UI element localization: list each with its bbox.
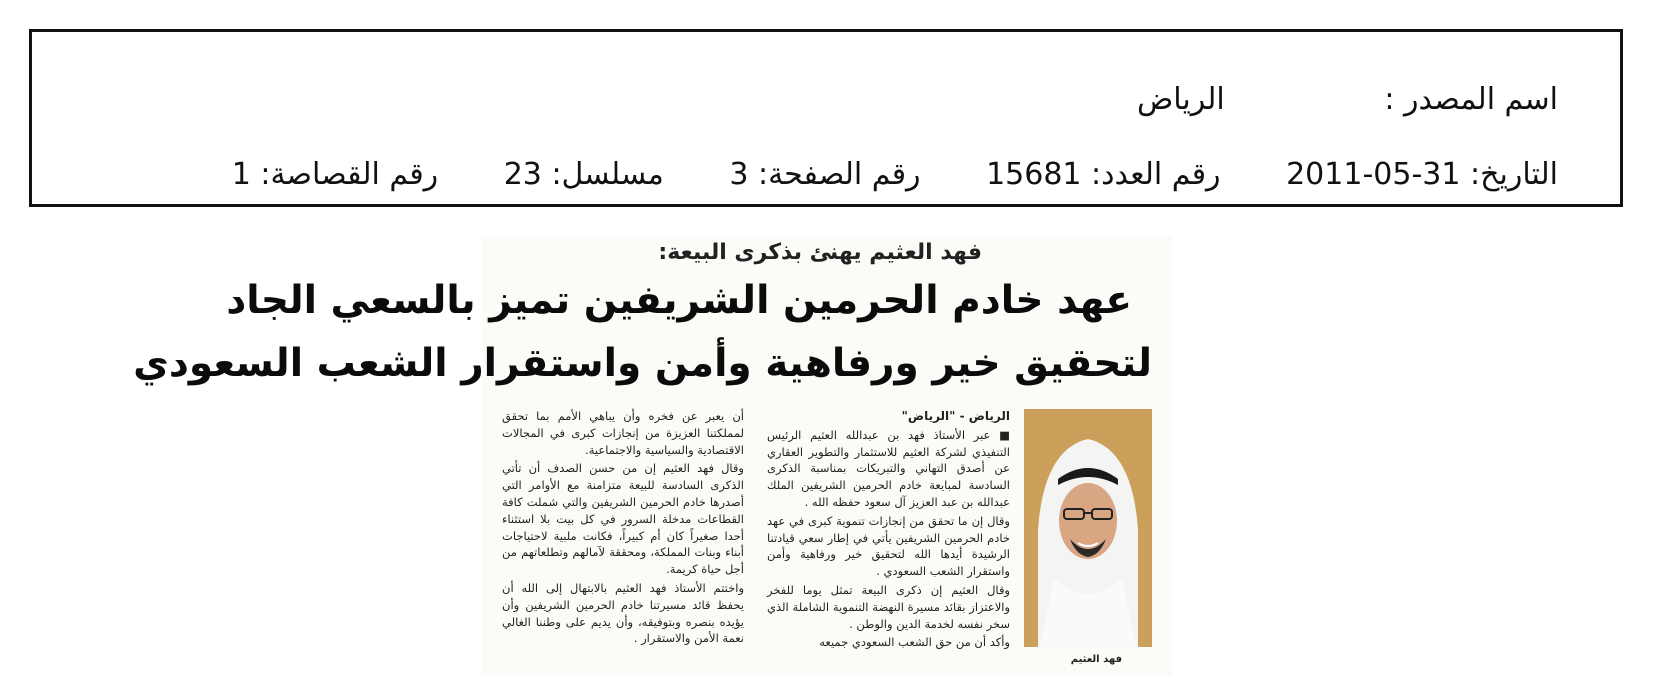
headline-line-2: لتحقيق خير ورفاهية وأمن واستقرار الشعب السعودي [133, 341, 1152, 386]
document-header-box [29, 29, 1623, 207]
date-field: التاريخ: 31-05-2011 [1286, 157, 1558, 192]
paragraph: وقال فهد العثيم إن من حسن الصدف أن تأتي الذكرى السادسة للبيعة متزامنة مع الأوامر التي أصدرها خادم الحرمين الشريفين والتي شملت كافة القطاعات مدخلة السرور في كل بيت بلا استثناء أحدا صغيراً كان أم كبيراً، فكانت ملبية لاحتياجات أبناء وبنات المملكة، ومحققة لآمالهم وتطلعاتهم من أجل حياة كريمة. [502, 461, 744, 577]
page-number-field: رقم الصفحة: 3 [729, 157, 921, 192]
issue-number-field: رقم العدد: 15681 [986, 157, 1221, 192]
headline-line-1: عهد خادم الحرمين الشريفين تميز بالسعي الجاد [226, 278, 1132, 323]
article-byline: الرياض - "الرياض" [901, 409, 1010, 423]
newspaper-clipping [133, 236, 1172, 676]
portrait-illustration [1024, 409, 1152, 647]
source-value: الرياض [1136, 82, 1225, 117]
article-column-left [502, 408, 744, 649]
article-column-right [767, 408, 1010, 653]
serial-field: مسلسل: 23 [503, 157, 664, 192]
clip-number-field: رقم القصاصة: 1 [231, 157, 439, 192]
paragraph: وأكد أن من حق الشعب السعودي جميعه [819, 635, 1010, 650]
article-kicker: فهد العثيم يهنئ بذكرى البيعة: [658, 240, 982, 265]
paragraph: أن يعبر عن فخره وأن يباهي الأمم بما تحقق لمملكتنا العزيزة من إنجازات كبرى في المجالات الاقتصادية والسياسية والاجتماعية. [502, 409, 744, 457]
paragraph: وقال إن ما تحقق من إنجازات تنموية كبرى في عهد خادم الحرمين الشريفين يأتي في إطار سعي قيادتنا الرشيدة أيدها الله لتحقيق خير ورفاهية وأمن واستقرار الشعب السعودي . [767, 513, 1010, 579]
paragraph: وقال العثيم إن ذكرى البيعة تمثل يوما للفخر والاعتزاز بقائد مسيرة النهضة التنموية الشاملة الذي سخر نفسه لخدمة الدين والوطن . [767, 582, 1010, 631]
paragraph: واختتم الأستاذ فهد العثيم بالابتهال إلى الله أن يحفظ قائد مسيرتنا خادم الحرمين الشريفين وأن يؤيده بنصره وبتوفيقه، وأن يديم على وطننا الغالي نعمة الأمن والاستقرار . [502, 580, 744, 646]
source-label: اسم المصدر : [1384, 82, 1558, 117]
paragraph: ■ عبر الأستاذ فهد بن عبدالله العثيم الرئيس التنفيذي لشركة العثيم للاستثمار والتطوير العقاري عن أصدق التهاني والتبريكات بمناسبة الذكرى السادسة لمبايعة خادم الحرمين الشريفين الملك عبدالله بن عبد العزيز آل سعود حفظه الله . [767, 427, 1010, 509]
photo-caption: فهد العثيم [1070, 654, 1122, 665]
metadata-row [176, 157, 1558, 192]
portrait-photo [1024, 409, 1152, 647]
source-row [1137, 82, 1558, 117]
